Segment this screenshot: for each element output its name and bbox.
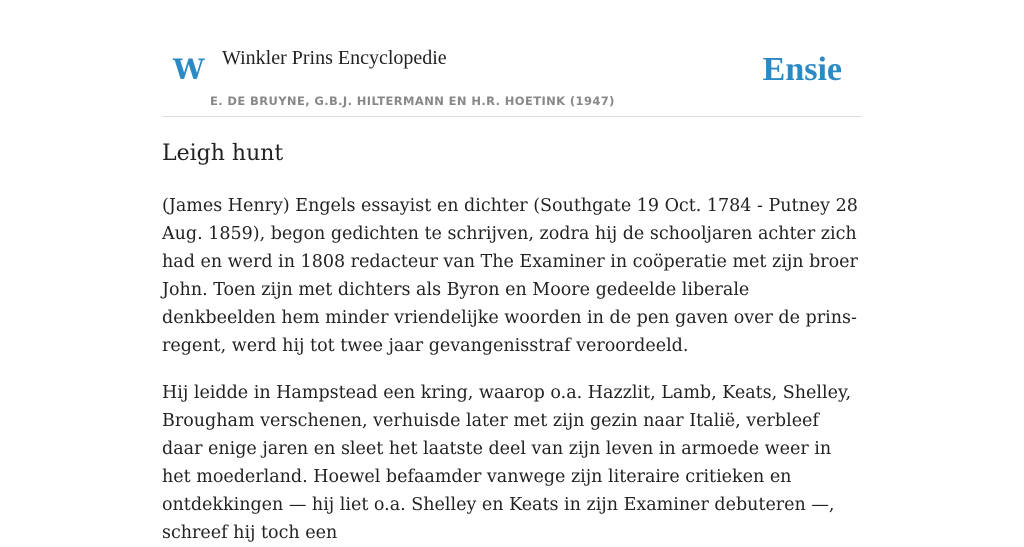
article-paragraph: (James Henry) Engels essayist en dichter (Southgate 19 Oct. 1784 - Putney 28 Aug. 1859), begon gedichten te schrijven, zodra hij de schooljaren achter zich had en werd in 1808 redacteur van The Examiner in coöperatie met zijn broer John. Toen zijn met dichters als Byron en Moore gedeelde liberale denkbeelden hem minder vriendelijke woorden in de pen gaven over de prins-regent, werd hij tot twee jaar gevangenisstraf veroordeeld. [162, 196, 858, 356]
publication-authors: E. DE BRUYNE, G.B.J. HILTERMANN EN H.R. HOETINK (1947) [210, 94, 615, 108]
ensie-logo-link[interactable]: Ensie [762, 51, 842, 88]
publication-title-link[interactable]: Winkler Prins Encyclopedie [222, 47, 447, 69]
site-header [162, 0, 862, 117]
article-paragraph: Hij leidde in Hampstead een kring, waarop o.a. Hazzlit, Lamb, Keats, Shelley, Brougham verschenen, verhuisde later met zijn gezin naar Italië, verbleef daar enige jaren en sleet het laatste deel van zijn leven in armoede weer in het moederland. Hoewel befaamder vanwege zijn literaire critieken en ontdekkingen — hij liet o.a. Shelley en Keats in zijn Examiner debuteren —, schreef hij toch een [162, 383, 852, 543]
article-body [162, 138, 862, 547]
article-title: Leigh hunt [162, 141, 284, 166]
winkler-prins-logo-icon[interactable]: W [173, 53, 205, 86]
